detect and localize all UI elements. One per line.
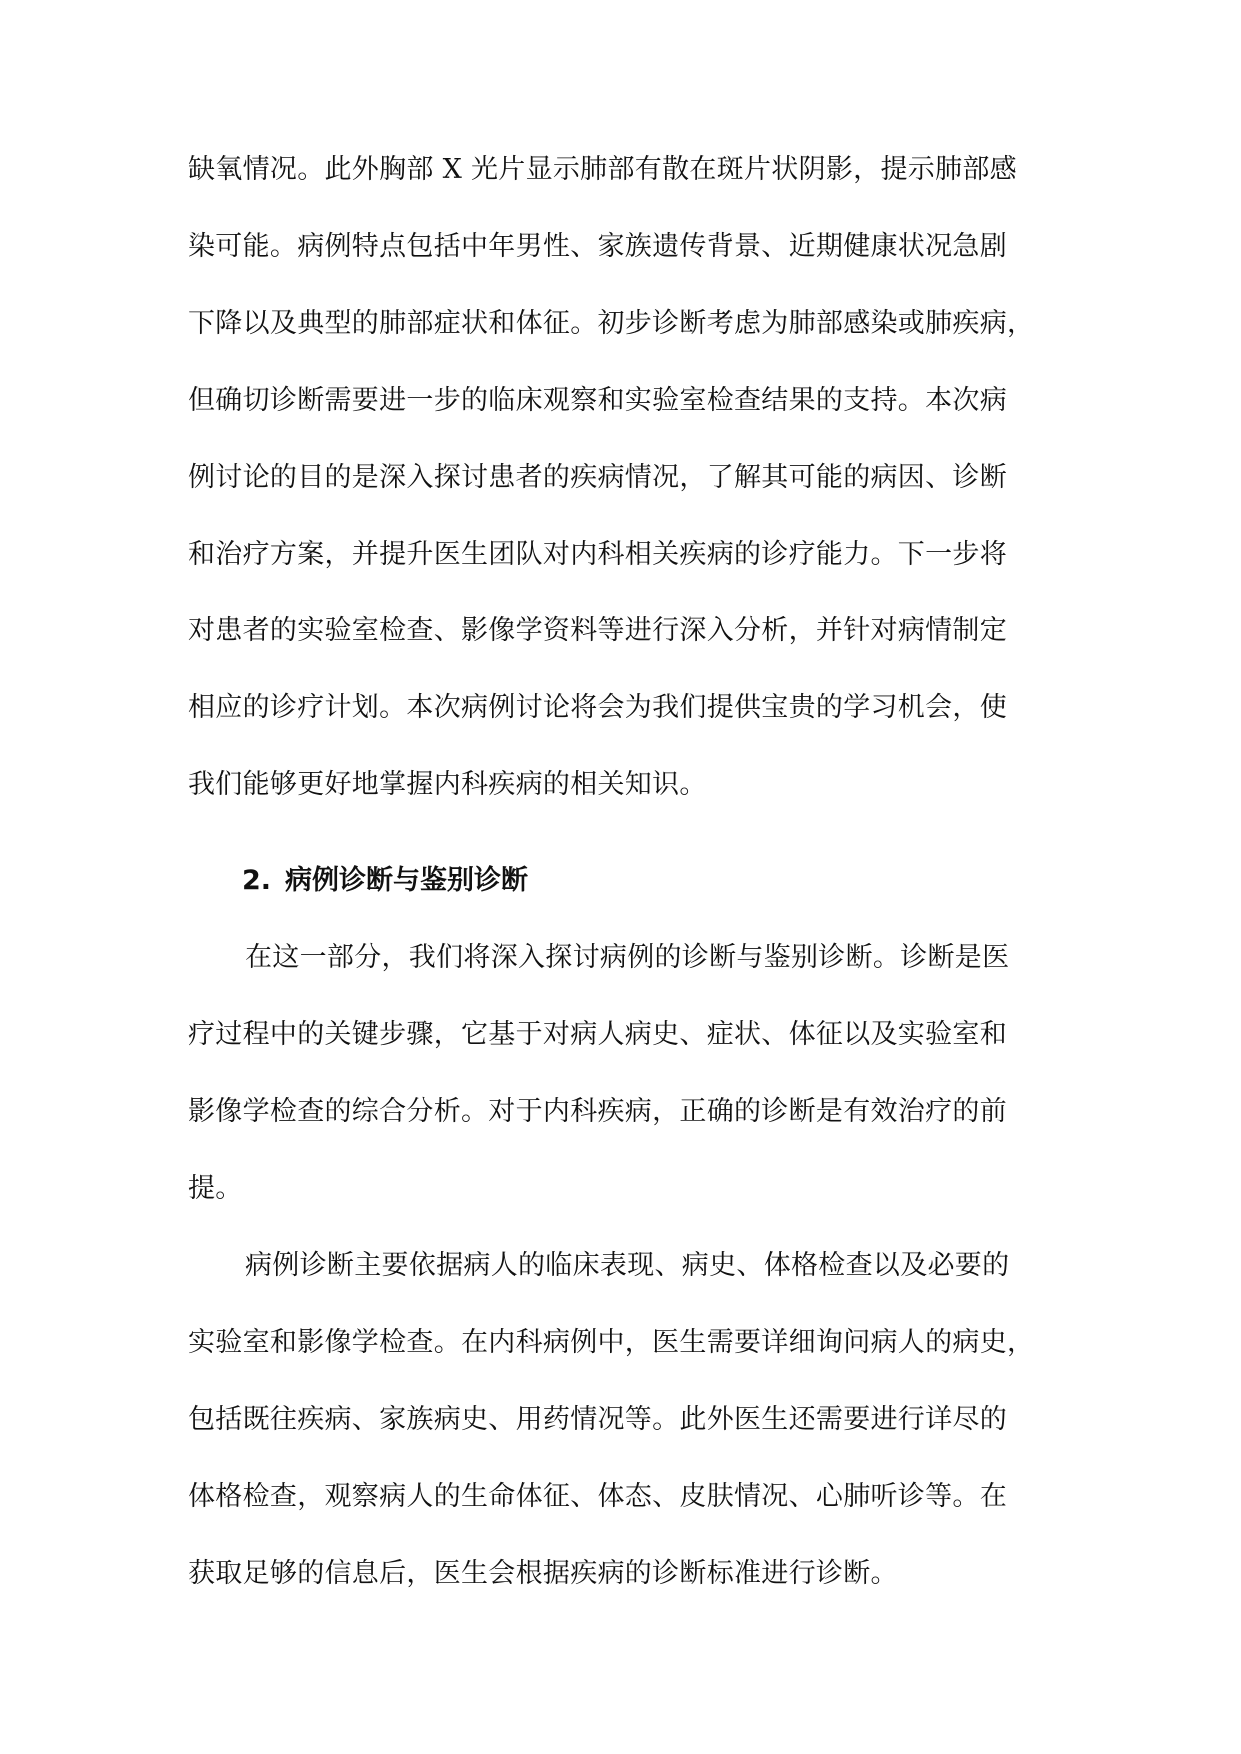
paragraph-3-line-4: 体格检查，观察病人的生命体征、体态、皮肤情况、心肺听诊等。在 bbox=[188, 1481, 1007, 1512]
paragraph-2-line-2: 疗过程中的关键步骤，它基于对病人病史、症状、体征以及实验室和 bbox=[188, 1019, 1007, 1050]
paragraph-1-line-3: 下降以及典型的肺部症状和体征。初步诊断考虑为肺部感染或肺疾病， bbox=[188, 308, 1035, 339]
paragraph-3-line-1: 病例诊断主要依据病人的临床表现、病史、体格检查以及必要的 bbox=[245, 1250, 1010, 1281]
paragraph-1-line-4: 但确切诊断需要进一步的临床观察和实验室检查结果的支持。本次病 bbox=[188, 385, 1007, 416]
paragraph-1-line-7: 对患者的实验室检查、影像学资料等进行深入分析，并针对病情制定 bbox=[188, 615, 1007, 646]
paragraph-1-line-5: 例讨论的目的是深入探讨患者的疾病情况，了解其可能的病因、诊断 bbox=[188, 462, 1007, 493]
paragraph-1-line-9: 我们能够更好地掌握内科疾病的相关知识。 bbox=[188, 769, 707, 800]
paragraph-3-line-5: 获取足够的信息后，医生会根据疾病的诊断标准进行诊断。 bbox=[188, 1558, 898, 1589]
paragraph-2-line-4: 提。 bbox=[188, 1173, 243, 1204]
paragraph-1-line-6: 和治疗方案，并提升医生团队对内科相关疾病的诊疗能力。下一步将 bbox=[188, 539, 1007, 570]
paragraph-3-line-2: 实验室和影像学检查。在内科病例中，医生需要详细询问病人的病史， bbox=[188, 1327, 1035, 1358]
section-number: 2. bbox=[242, 865, 272, 896]
paragraph-1-line-2: 染可能。病例特点包括中年男性、家族遗传背景、近期健康状况急剧 bbox=[188, 231, 1007, 262]
paragraph-2-line-1: 在这一部分，我们将深入探讨病例的诊断与鉴别诊断。诊断是医 bbox=[245, 942, 1010, 973]
section-title: 病例诊断与鉴别诊断 bbox=[285, 865, 529, 896]
paragraph-1-line-1: 缺氧情况。此外胸部 X 光片显示肺部有散在斑片状阴影，提示肺部感 bbox=[188, 154, 1017, 185]
paragraph-1-line-8: 相应的诊疗计划。本次病例讨论将会为我们提供宝贵的学习机会，使 bbox=[188, 692, 1007, 723]
paragraph-2-line-3: 影像学检查的综合分析。对于内科疾病，正确的诊断是有效治疗的前 bbox=[188, 1096, 1007, 1127]
paragraph-3-line-3: 包括既往疾病、家族病史、用药情况等。此外医生还需要进行详尽的 bbox=[188, 1404, 1007, 1435]
section-heading bbox=[242, 863, 528, 899]
